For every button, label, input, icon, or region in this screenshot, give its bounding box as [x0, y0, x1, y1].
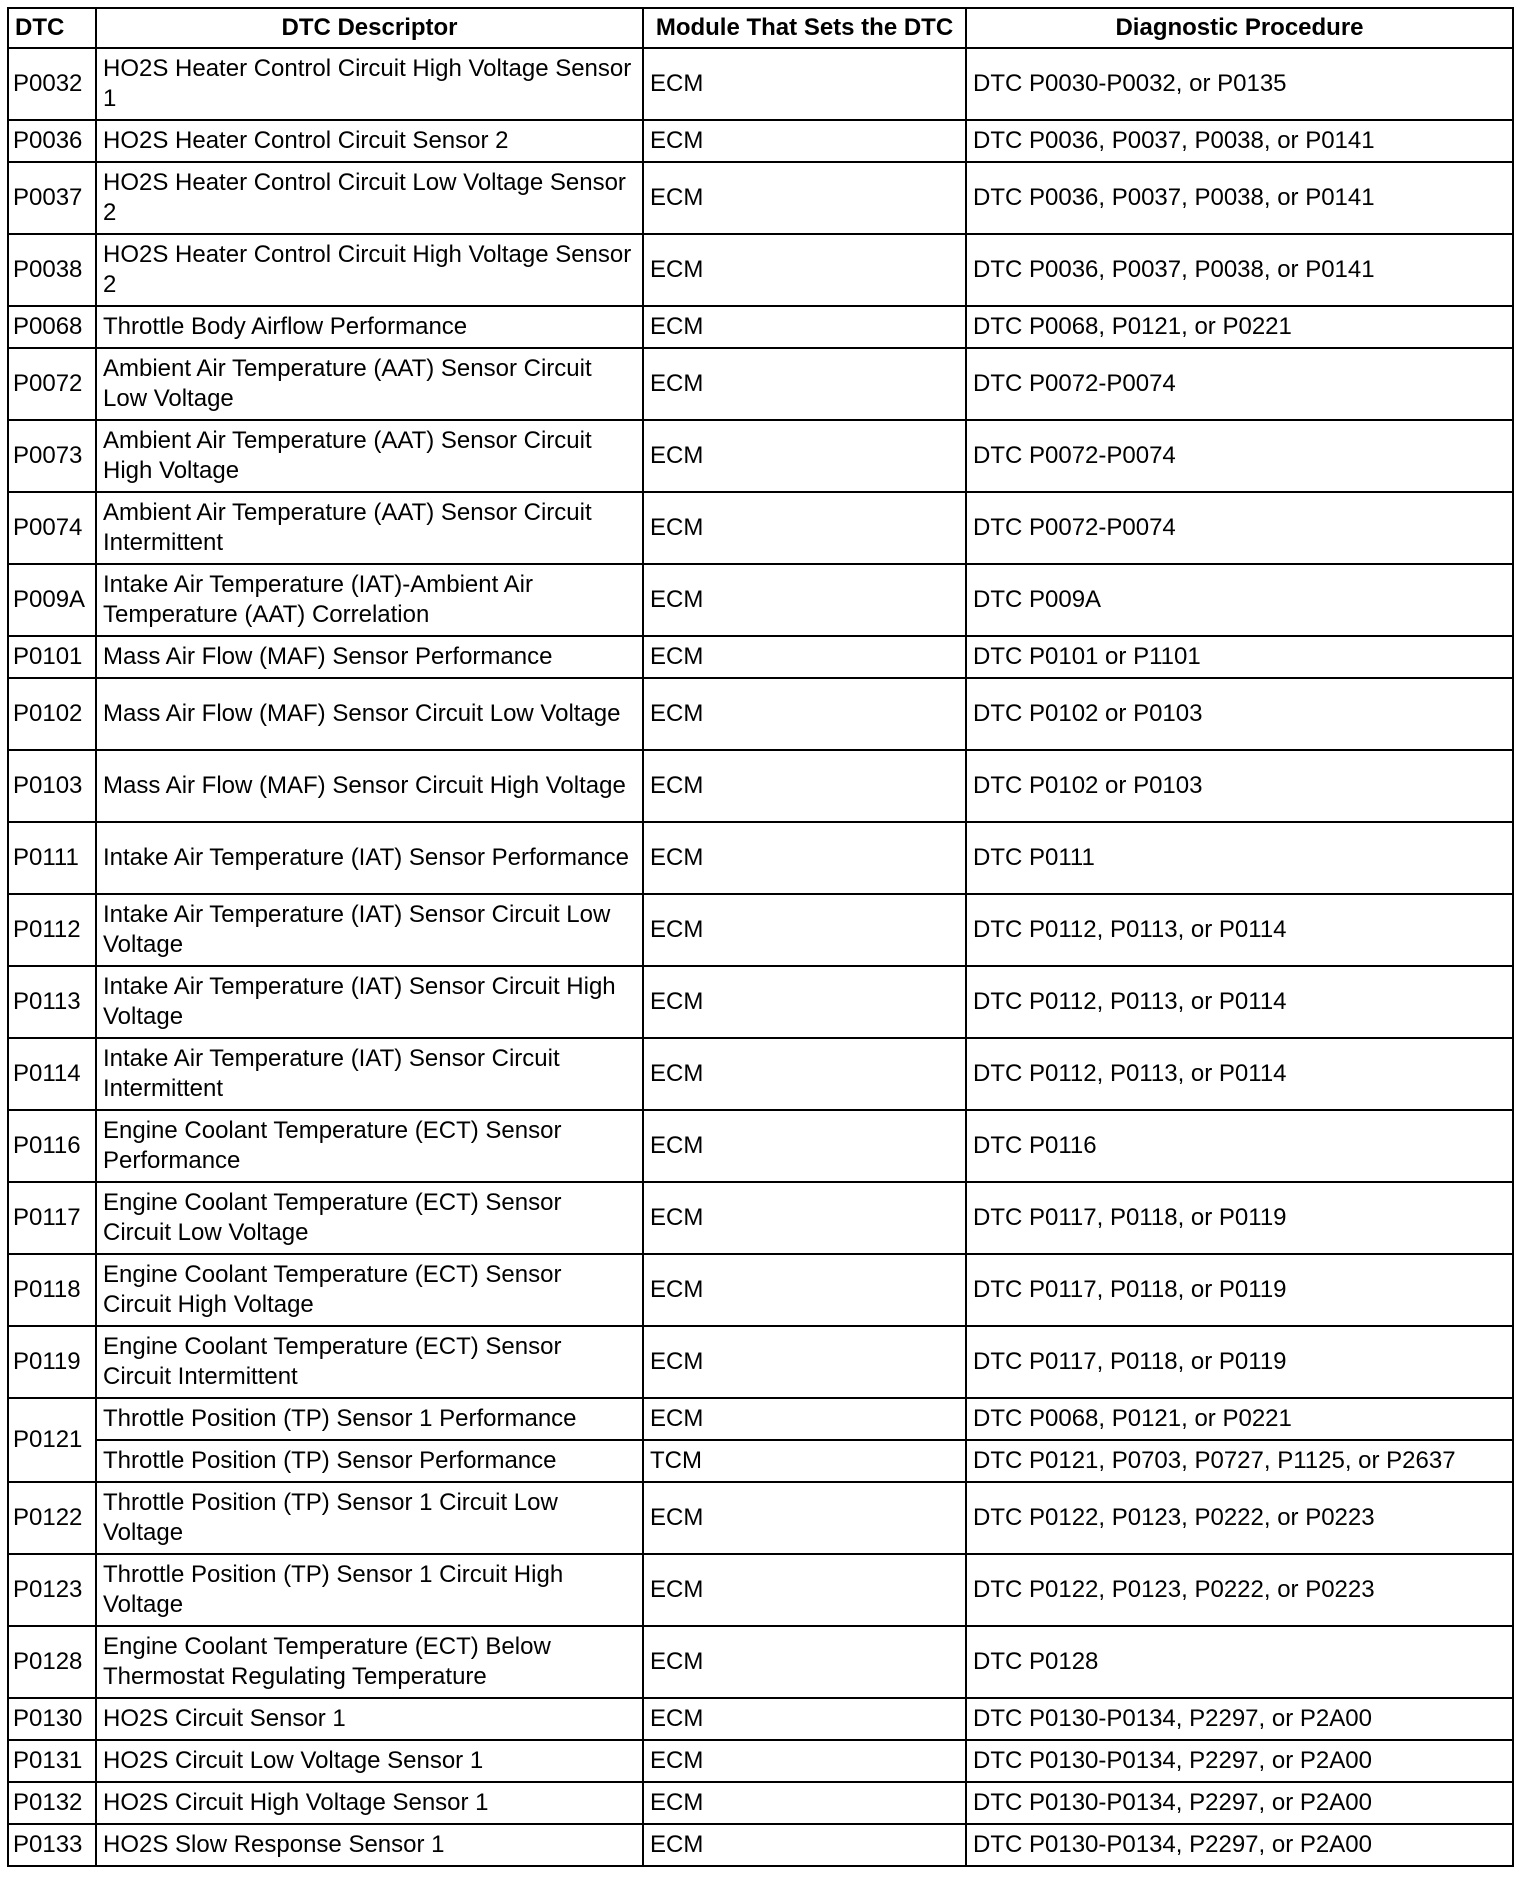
diagnostic-procedure-cell: DTC P009A: [966, 564, 1513, 636]
dtc-code-cell: P0103: [8, 750, 96, 822]
diagnostic-procedure-cell: DTC P0128: [966, 1626, 1513, 1698]
diagnostic-procedure-cell: DTC P0072-P0074: [966, 492, 1513, 564]
diagnostic-procedure-cell: DTC P0102 or P0103: [966, 678, 1513, 750]
table-row: [8, 1626, 1513, 1698]
dtc-descriptor-cell: Ambient Air Temperature (AAT) Sensor Circuit Intermittent: [96, 492, 643, 564]
table-row: [8, 1182, 1513, 1254]
dtc-table: [7, 7, 1514, 1867]
diagnostic-procedure-cell: DTC P0121, P0703, P0727, P1125, or P2637: [966, 1440, 1513, 1482]
header-dtc: DTC: [8, 8, 96, 48]
dtc-descriptor-cell: Ambient Air Temperature (AAT) Sensor Circuit Low Voltage: [96, 348, 643, 420]
table-body: [8, 48, 1513, 1866]
dtc-descriptor-cell: Intake Air Temperature (IAT) Sensor Performance: [96, 822, 643, 894]
dtc-descriptor-cell: Intake Air Temperature (IAT) Sensor Circuit Intermittent: [96, 1038, 643, 1110]
dtc-code-cell: P0032: [8, 48, 96, 120]
diagnostic-procedure-cell: DTC P0036, P0037, P0038, or P0141: [966, 162, 1513, 234]
dtc-code-cell: P0128: [8, 1626, 96, 1698]
dtc-descriptor-cell: Intake Air Temperature (IAT) Sensor Circuit Low Voltage: [96, 894, 643, 966]
dtc-descriptor-cell: HO2S Heater Control Circuit High Voltage Sensor 2: [96, 234, 643, 306]
table-row: [8, 420, 1513, 492]
diagnostic-procedure-cell: DTC P0117, P0118, or P0119: [966, 1182, 1513, 1254]
diagnostic-procedure-cell: DTC P0101 or P1101: [966, 636, 1513, 678]
dtc-code-cell: P0074: [8, 492, 96, 564]
header-procedure: Diagnostic Procedure: [966, 8, 1513, 48]
module-cell: ECM: [643, 678, 966, 750]
diagnostic-procedure-cell: DTC P0130-P0134, P2297, or P2A00: [966, 1698, 1513, 1740]
table-row: [8, 1740, 1513, 1782]
diagnostic-procedure-cell: DTC P0122, P0123, P0222, or P0223: [966, 1554, 1513, 1626]
diagnostic-procedure-cell: DTC P0036, P0037, P0038, or P0141: [966, 120, 1513, 162]
dtc-descriptor-cell: Mass Air Flow (MAF) Sensor Circuit High Voltage: [96, 750, 643, 822]
dtc-code-cell: P0037: [8, 162, 96, 234]
diagnostic-procedure-cell: DTC P0030-P0032, or P0135: [966, 48, 1513, 120]
dtc-descriptor-cell: Intake Air Temperature (IAT) Sensor Circuit High Voltage: [96, 966, 643, 1038]
dtc-descriptor-cell: HO2S Heater Control Circuit Sensor 2: [96, 120, 643, 162]
diagnostic-procedure-cell: DTC P0036, P0037, P0038, or P0141: [966, 234, 1513, 306]
module-cell: ECM: [643, 120, 966, 162]
dtc-code-cell: P0112: [8, 894, 96, 966]
table-row: [8, 822, 1513, 894]
dtc-code-cell: P0131: [8, 1740, 96, 1782]
diagnostic-procedure-cell: DTC P0122, P0123, P0222, or P0223: [966, 1482, 1513, 1554]
dtc-descriptor-cell: HO2S Heater Control Circuit Low Voltage Sensor 2: [96, 162, 643, 234]
module-cell: ECM: [643, 1698, 966, 1740]
table-row: [8, 1110, 1513, 1182]
table-row: [8, 750, 1513, 822]
table-row: [8, 1782, 1513, 1824]
table-row: [8, 1482, 1513, 1554]
table-row: [8, 1440, 1513, 1482]
dtc-code-cell: P0101: [8, 636, 96, 678]
table-row: [8, 1038, 1513, 1110]
diagnostic-procedure-cell: DTC P0112, P0113, or P0114: [966, 894, 1513, 966]
table-row: [8, 1254, 1513, 1326]
dtc-code-cell: P0118: [8, 1254, 96, 1326]
dtc-code-cell: P0073: [8, 420, 96, 492]
dtc-code-cell: P0123: [8, 1554, 96, 1626]
module-cell: ECM: [643, 1326, 966, 1398]
module-cell: ECM: [643, 1482, 966, 1554]
dtc-descriptor-cell: Throttle Position (TP) Sensor Performance: [96, 1440, 643, 1482]
module-cell: ECM: [643, 1038, 966, 1110]
dtc-descriptor-cell: HO2S Slow Response Sensor 1: [96, 1824, 643, 1866]
dtc-descriptor-cell: Throttle Body Airflow Performance: [96, 306, 643, 348]
module-cell: ECM: [643, 1110, 966, 1182]
dtc-code-cell: P009A: [8, 564, 96, 636]
table-row: [8, 1824, 1513, 1866]
module-cell: ECM: [643, 564, 966, 636]
module-cell: ECM: [643, 1398, 966, 1440]
dtc-code-cell: P0113: [8, 966, 96, 1038]
module-cell: ECM: [643, 1554, 966, 1626]
table-row: [8, 966, 1513, 1038]
dtc-code-cell: P0111: [8, 822, 96, 894]
table-row: [8, 120, 1513, 162]
table-header: [8, 8, 1513, 48]
table-row: [8, 492, 1513, 564]
module-cell: ECM: [643, 1740, 966, 1782]
table-row: [8, 1326, 1513, 1398]
table-row: [8, 1554, 1513, 1626]
module-cell: ECM: [643, 636, 966, 678]
diagnostic-procedure-cell: DTC P0117, P0118, or P0119: [966, 1254, 1513, 1326]
table-row: [8, 1398, 1513, 1440]
dtc-descriptor-cell: Engine Coolant Temperature (ECT) Sensor Performance: [96, 1110, 643, 1182]
diagnostic-procedure-cell: DTC P0102 or P0103: [966, 750, 1513, 822]
dtc-code-cell: P0036: [8, 120, 96, 162]
table-row: [8, 894, 1513, 966]
dtc-code-cell: P0133: [8, 1824, 96, 1866]
diagnostic-procedure-cell: DTC P0112, P0113, or P0114: [966, 966, 1513, 1038]
dtc-code-cell: P0119: [8, 1326, 96, 1398]
diagnostic-procedure-cell: DTC P0116: [966, 1110, 1513, 1182]
dtc-descriptor-cell: Mass Air Flow (MAF) Sensor Performance: [96, 636, 643, 678]
module-cell: ECM: [643, 48, 966, 120]
header-module: Module That Sets the DTC: [643, 8, 966, 48]
dtc-code-cell: P0102: [8, 678, 96, 750]
module-cell: ECM: [643, 1824, 966, 1866]
module-cell: ECM: [643, 492, 966, 564]
dtc-code-cell: P0038: [8, 234, 96, 306]
module-cell: ECM: [643, 750, 966, 822]
module-cell: ECM: [643, 420, 966, 492]
header-descriptor: DTC Descriptor: [96, 8, 643, 48]
module-cell: ECM: [643, 306, 966, 348]
module-cell: ECM: [643, 894, 966, 966]
dtc-descriptor-cell: HO2S Circuit Low Voltage Sensor 1: [96, 1740, 643, 1782]
diagnostic-procedure-cell: DTC P0072-P0074: [966, 348, 1513, 420]
dtc-code-cell: P0132: [8, 1782, 96, 1824]
dtc-code-cell: P0121: [8, 1398, 96, 1482]
diagnostic-procedure-cell: DTC P0112, P0113, or P0114: [966, 1038, 1513, 1110]
module-cell: ECM: [643, 1782, 966, 1824]
dtc-code-cell: P0114: [8, 1038, 96, 1110]
diagnostic-procedure-cell: DTC P0130-P0134, P2297, or P2A00: [966, 1740, 1513, 1782]
dtc-descriptor-cell: Intake Air Temperature (IAT)-Ambient Air Temperature (AAT) Correlation: [96, 564, 643, 636]
module-cell: ECM: [643, 1254, 966, 1326]
module-cell: ECM: [643, 1182, 966, 1254]
dtc-descriptor-cell: Throttle Position (TP) Sensor 1 Circuit High Voltage: [96, 1554, 643, 1626]
diagnostic-procedure-cell: DTC P0068, P0121, or P0221: [966, 306, 1513, 348]
module-cell: ECM: [643, 822, 966, 894]
dtc-code-cell: P0068: [8, 306, 96, 348]
dtc-code-cell: P0122: [8, 1482, 96, 1554]
table-row: [8, 636, 1513, 678]
table-row: [8, 162, 1513, 234]
diagnostic-procedure-cell: DTC P0111: [966, 822, 1513, 894]
table-row: [8, 678, 1513, 750]
dtc-descriptor-cell: Engine Coolant Temperature (ECT) Sensor Circuit High Voltage: [96, 1254, 643, 1326]
dtc-descriptor-cell: Engine Coolant Temperature (ECT) Sensor Circuit Low Voltage: [96, 1182, 643, 1254]
diagnostic-procedure-cell: DTC P0068, P0121, or P0221: [966, 1398, 1513, 1440]
table-row: [8, 564, 1513, 636]
dtc-code-cell: P0116: [8, 1110, 96, 1182]
module-cell: ECM: [643, 966, 966, 1038]
dtc-descriptor-cell: Engine Coolant Temperature (ECT) Sensor Circuit Intermittent: [96, 1326, 643, 1398]
dtc-descriptor-cell: Throttle Position (TP) Sensor 1 Performance: [96, 1398, 643, 1440]
module-cell: ECM: [643, 234, 966, 306]
header-row: [8, 8, 1513, 48]
diagnostic-procedure-cell: DTC P0130-P0134, P2297, or P2A00: [966, 1782, 1513, 1824]
table-row: [8, 48, 1513, 120]
diagnostic-procedure-cell: DTC P0072-P0074: [966, 420, 1513, 492]
module-cell: ECM: [643, 348, 966, 420]
dtc-descriptor-cell: HO2S Heater Control Circuit High Voltage Sensor 1: [96, 48, 643, 120]
dtc-descriptor-cell: Throttle Position (TP) Sensor 1 Circuit Low Voltage: [96, 1482, 643, 1554]
dtc-code-cell: P0117: [8, 1182, 96, 1254]
diagnostic-procedure-cell: DTC P0117, P0118, or P0119: [966, 1326, 1513, 1398]
dtc-descriptor-cell: Engine Coolant Temperature (ECT) Below Thermostat Regulating Temperature: [96, 1626, 643, 1698]
dtc-code-cell: P0072: [8, 348, 96, 420]
dtc-descriptor-cell: HO2S Circuit Sensor 1: [96, 1698, 643, 1740]
module-cell: ECM: [643, 1626, 966, 1698]
dtc-descriptor-cell: Ambient Air Temperature (AAT) Sensor Circuit High Voltage: [96, 420, 643, 492]
dtc-descriptor-cell: HO2S Circuit High Voltage Sensor 1: [96, 1782, 643, 1824]
dtc-code-cell: P0130: [8, 1698, 96, 1740]
table-row: [8, 234, 1513, 306]
module-cell: ECM: [643, 162, 966, 234]
table-row: [8, 1698, 1513, 1740]
module-cell: TCM: [643, 1440, 966, 1482]
dtc-descriptor-cell: Mass Air Flow (MAF) Sensor Circuit Low Voltage: [96, 678, 643, 750]
table-row: [8, 306, 1513, 348]
table-row: [8, 348, 1513, 420]
diagnostic-procedure-cell: DTC P0130-P0134, P2297, or P2A00: [966, 1824, 1513, 1866]
